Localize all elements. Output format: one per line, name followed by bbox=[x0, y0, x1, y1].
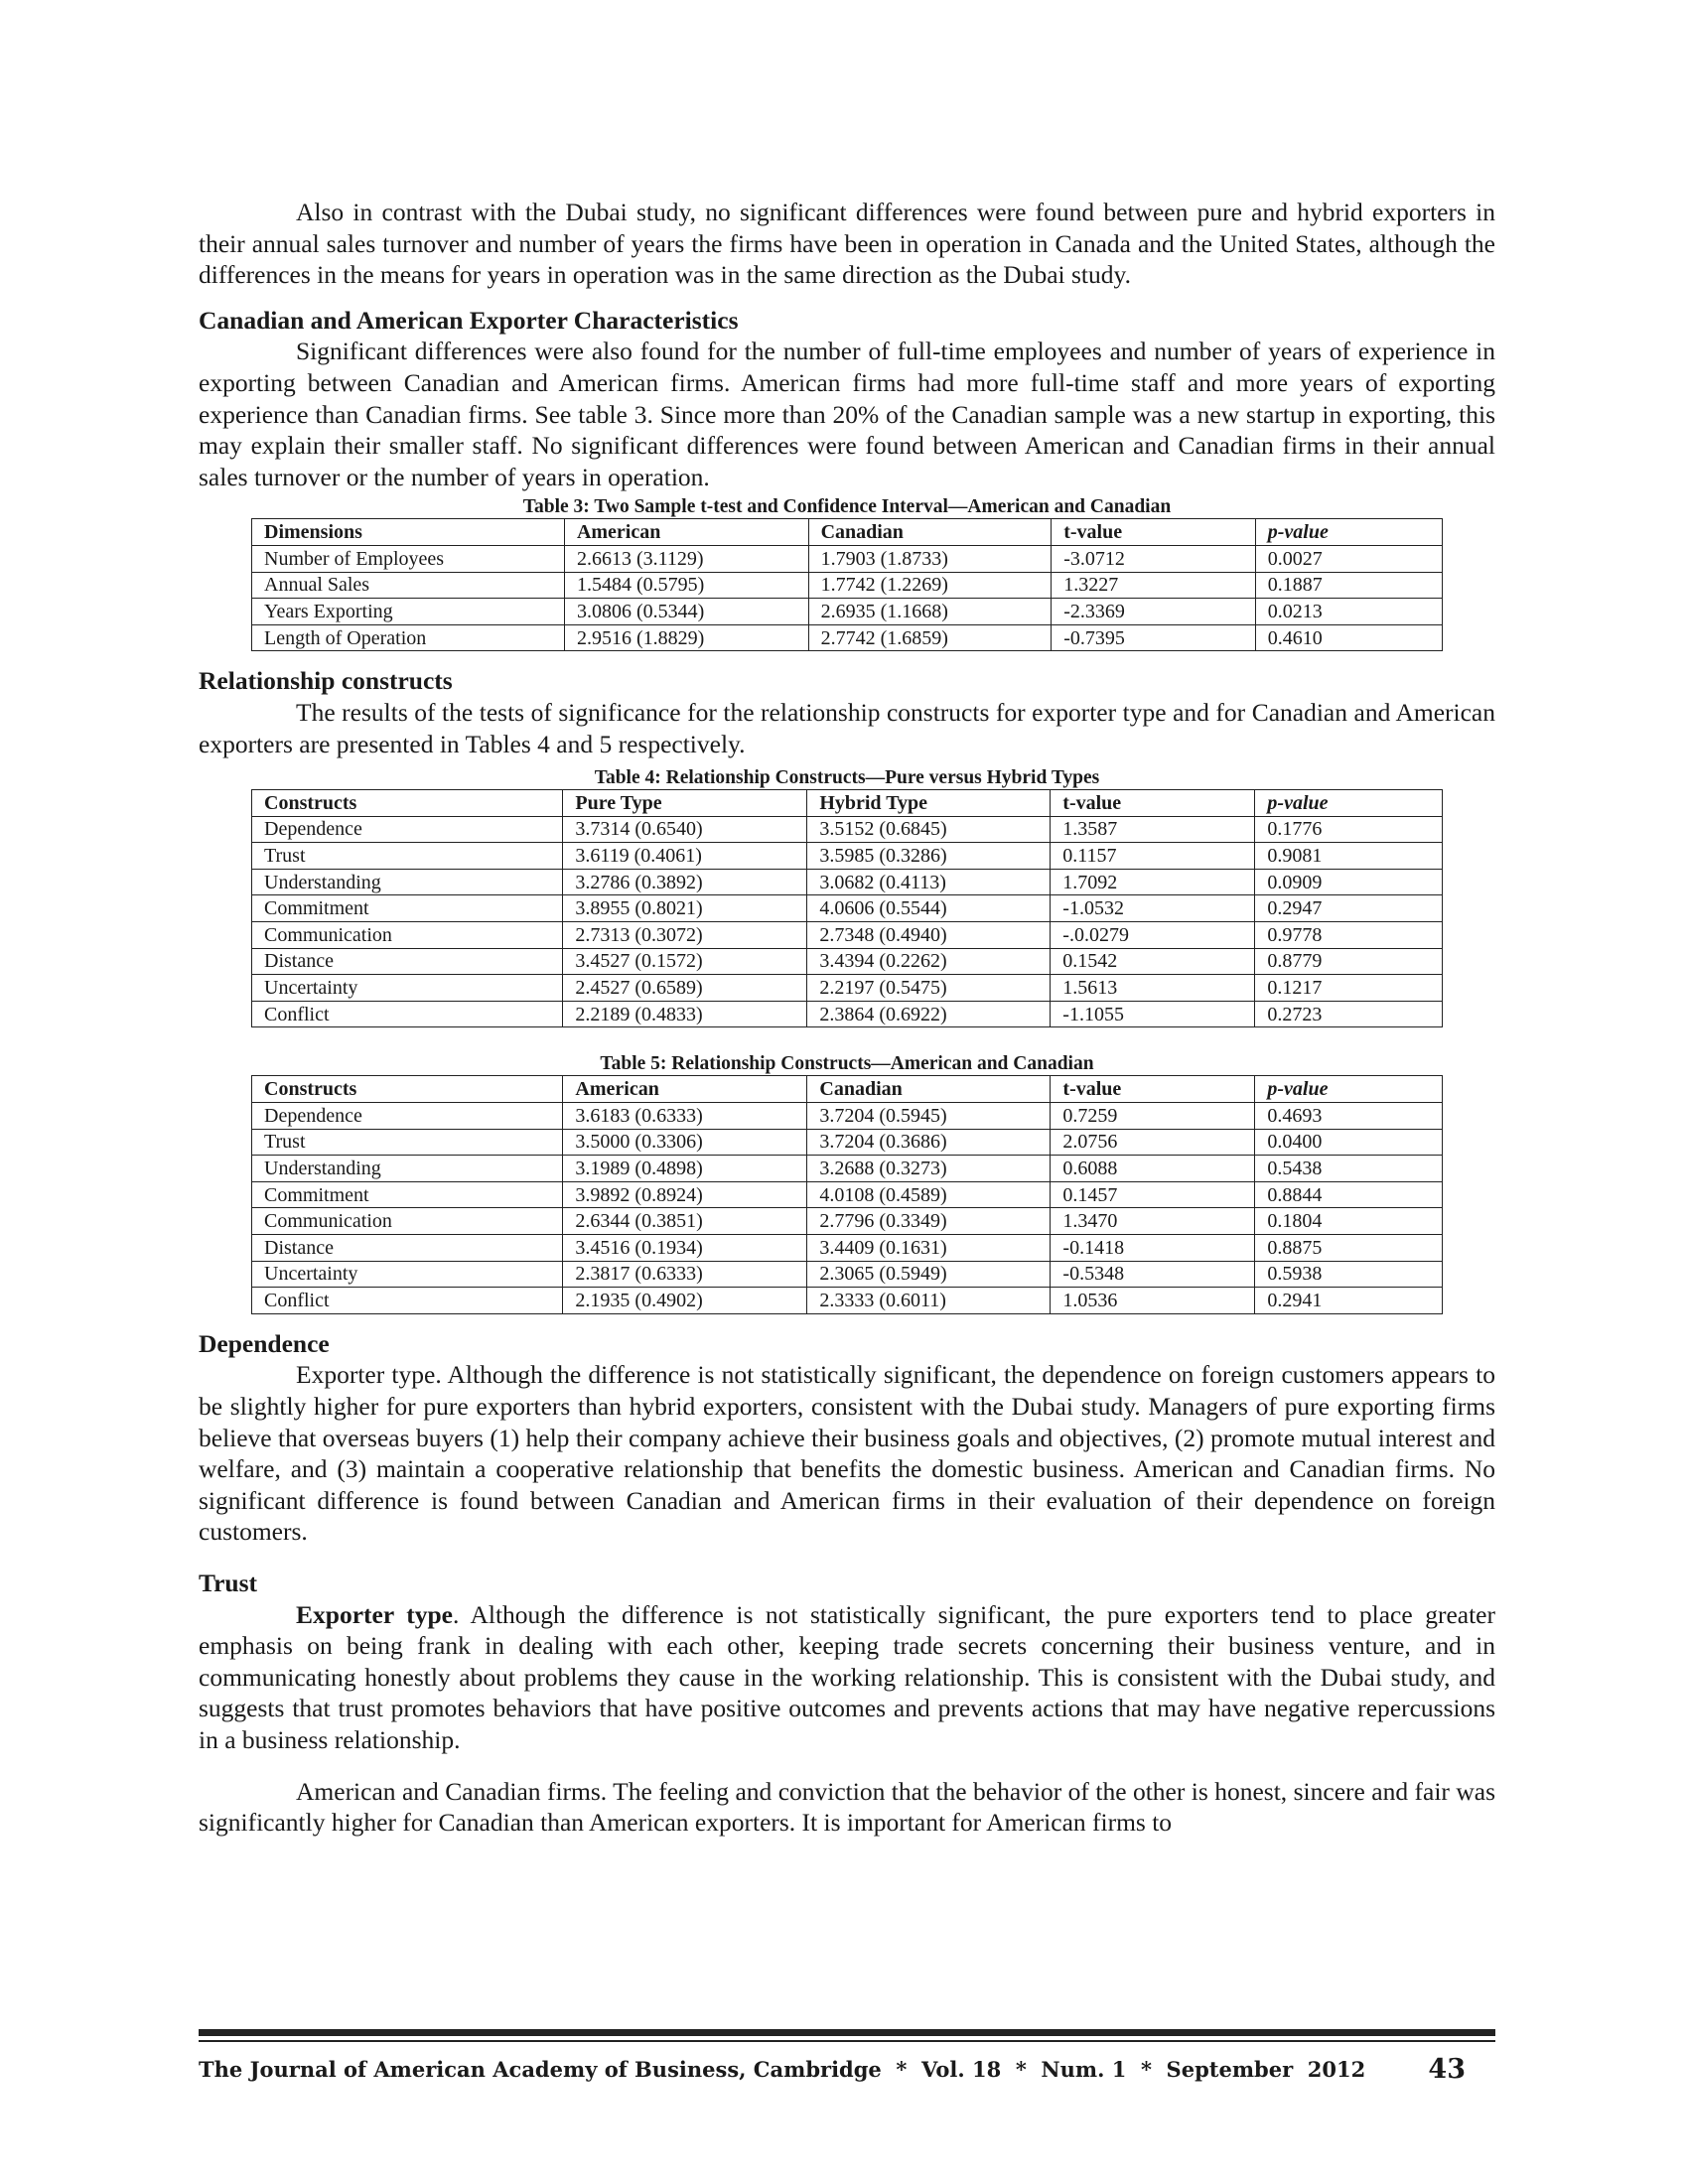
table-row bbox=[252, 1129, 1443, 1156]
table-row bbox=[252, 1181, 1443, 1208]
table-row bbox=[252, 869, 1443, 895]
table-cell: 0.8779 bbox=[1255, 948, 1443, 975]
table-cell: 0.9778 bbox=[1255, 922, 1443, 949]
table-cell: 2.6344 (0.3851) bbox=[563, 1208, 807, 1235]
exporter-characteristics-paragraph: Significant differences were also found for the number of full-time employees and number of years of experience in exporting between Canadian and American firms. American firms had more full-time staff and more years of exporting experience than Canadian firms. See table 3. Since more than 20% of the Canadian sample was a new startup in exporting, this may explain their smaller staff. No significant differences were found between American and Canadian firms in their annual sales turnover or the number of years in operation. bbox=[199, 337, 1495, 491]
table-cell: 0.0400 bbox=[1255, 1129, 1443, 1156]
table-cell: 0.1542 bbox=[1051, 948, 1255, 975]
table-cell: 2.7313 (0.3072) bbox=[563, 922, 807, 949]
table-cell: 3.7204 (0.5945) bbox=[807, 1103, 1051, 1130]
table4 bbox=[251, 789, 1443, 1027]
table4-header-pure-type: Pure Type bbox=[563, 790, 807, 817]
table-cell: Distance bbox=[252, 1235, 563, 1262]
table-row bbox=[252, 975, 1443, 1002]
table-cell: 0.6088 bbox=[1051, 1156, 1255, 1182]
page-body bbox=[199, 197, 1495, 1839]
table-cell: Number of Employees bbox=[252, 545, 565, 572]
table-cell: 4.0606 (0.5544) bbox=[807, 895, 1051, 922]
table-cell: Annual Sales bbox=[252, 572, 565, 599]
table-cell: 3.4409 (0.1631) bbox=[807, 1235, 1051, 1262]
relationship-constructs-heading: Relationship constructs bbox=[199, 666, 453, 696]
table-row bbox=[252, 1103, 1443, 1130]
table-cell: 3.0806 (0.5344) bbox=[564, 599, 808, 625]
table-cell: 2.9516 (1.8829) bbox=[564, 624, 808, 651]
table-cell: -.0.0279 bbox=[1051, 922, 1255, 949]
table-cell: 0.0909 bbox=[1255, 869, 1443, 895]
table5-caption: Table 5: Relationship Constructs—American and Canadian bbox=[600, 1053, 1094, 1075]
table-cell: 2.6613 (3.1129) bbox=[564, 545, 808, 572]
table-cell: Uncertainty bbox=[252, 1261, 563, 1288]
table-row bbox=[252, 572, 1443, 599]
journal-citation: The Journal of American Academy of Business, Cambridge * Vol. 18 * Num. 1 * September 2012 bbox=[199, 2057, 1366, 2082]
table-cell: 3.7204 (0.3686) bbox=[807, 1129, 1051, 1156]
table-row bbox=[252, 599, 1443, 625]
table-cell: Dependence bbox=[252, 816, 563, 843]
trust-lead: Exporter type bbox=[296, 1599, 453, 1629]
table-cell: 3.2688 (0.3273) bbox=[807, 1156, 1051, 1182]
table-cell: 3.4394 (0.2262) bbox=[807, 948, 1051, 975]
table-cell: 3.6119 (0.4061) bbox=[563, 843, 807, 870]
table-cell: -0.1418 bbox=[1051, 1235, 1255, 1262]
table-cell: -1.0532 bbox=[1051, 895, 1255, 922]
table-cell: 1.5484 (0.5795) bbox=[564, 572, 808, 599]
table-cell: 2.6935 (1.1668) bbox=[808, 599, 1052, 625]
table-row bbox=[252, 1288, 1443, 1314]
table-cell: 2.2197 (0.5475) bbox=[807, 975, 1051, 1002]
table-cell: 1.7903 (1.8733) bbox=[808, 545, 1052, 572]
table-cell: 1.3227 bbox=[1052, 572, 1256, 599]
table-cell: 2.1935 (0.4902) bbox=[563, 1288, 807, 1314]
table-cell: 0.4610 bbox=[1255, 624, 1442, 651]
trust-paragraph-2: American and Canadian firms. The feeling and conviction that the behavior of the other is honest, sincere and fair was significantly higher for Canadian than American exporters. It is important for American firms to bbox=[199, 1776, 1495, 1838]
table-row bbox=[252, 816, 1443, 843]
footer-rule-thick bbox=[199, 2029, 1495, 2036]
table3-header-p-value: p-value bbox=[1255, 519, 1442, 546]
table-cell: Uncertainty bbox=[252, 975, 563, 1002]
table5-header-t-value: t-value bbox=[1051, 1076, 1255, 1103]
table-cell: Dependence bbox=[252, 1103, 563, 1130]
table-cell: 3.6183 (0.6333) bbox=[563, 1103, 807, 1130]
table-cell: -0.5348 bbox=[1051, 1261, 1255, 1288]
table-cell: 3.5152 (0.6845) bbox=[807, 816, 1051, 843]
table-cell: 1.3587 bbox=[1051, 816, 1255, 843]
table-cell: Distance bbox=[252, 948, 563, 975]
table-cell: Conflict bbox=[252, 1001, 563, 1027]
table-cell: 0.2941 bbox=[1255, 1288, 1443, 1314]
table-cell: 3.5000 (0.3306) bbox=[563, 1129, 807, 1156]
table-cell: 0.1157 bbox=[1051, 843, 1255, 870]
table-cell: Conflict bbox=[252, 1288, 563, 1314]
table4-header-p-value: p-value bbox=[1255, 790, 1443, 817]
table-cell: 0.5938 bbox=[1255, 1261, 1443, 1288]
table-cell: Trust bbox=[252, 1129, 563, 1156]
table-row bbox=[252, 1261, 1443, 1288]
table5-header-american: American bbox=[563, 1076, 807, 1103]
intro-paragraph: Also in contrast with the Dubai study, no significant differences were found between pure and hybrid exporters in their annual sales turnover and number of years the firms have been in operation in Canada and the United States, although the differences in the means for years in operation was in the same direction as the Dubai study. bbox=[199, 198, 1495, 290]
table-cell: 0.4693 bbox=[1255, 1103, 1443, 1130]
table-cell: 1.7092 bbox=[1051, 869, 1255, 895]
table-cell: Commitment bbox=[252, 1181, 563, 1208]
relationship-constructs-paragraph: The results of the tests of significance for the relationship constructs for exporter type and for Canadian and American exporters are presented in Tables 4 and 5 respectively. bbox=[199, 697, 1495, 758]
table-cell: 2.3864 (0.6922) bbox=[807, 1001, 1051, 1027]
table-cell: 1.5613 bbox=[1051, 975, 1255, 1002]
table-cell: 0.2947 bbox=[1255, 895, 1443, 922]
table-cell: 0.1457 bbox=[1051, 1181, 1255, 1208]
table-row bbox=[252, 922, 1443, 949]
table-cell: 2.3333 (0.6011) bbox=[807, 1288, 1051, 1314]
table-row bbox=[252, 545, 1443, 572]
table4-header-constructs: Constructs bbox=[252, 790, 563, 817]
table3-header-t-value: t-value bbox=[1052, 519, 1256, 546]
table-cell: 0.7259 bbox=[1051, 1103, 1255, 1130]
table4-caption: Table 4: Relationship Constructs—Pure versus Hybrid Types bbox=[594, 767, 1100, 789]
table5 bbox=[251, 1075, 1443, 1313]
table-cell: 3.9892 (0.8924) bbox=[563, 1181, 807, 1208]
table-cell: -2.3369 bbox=[1052, 599, 1256, 625]
table-cell: 0.1804 bbox=[1255, 1208, 1443, 1235]
table-cell: Length of Operation bbox=[252, 624, 565, 651]
page-footer bbox=[199, 2055, 1495, 2085]
table-cell: -0.7395 bbox=[1052, 624, 1256, 651]
page-number: 43 bbox=[1428, 2054, 1466, 2085]
table-cell: 1.0536 bbox=[1051, 1288, 1255, 1314]
table-cell: -1.1055 bbox=[1051, 1001, 1255, 1027]
table-cell: 1.3470 bbox=[1051, 1208, 1255, 1235]
table-cell: 3.4516 (0.1934) bbox=[563, 1235, 807, 1262]
table3-header-canadian: Canadian bbox=[808, 519, 1052, 546]
table-row bbox=[252, 1235, 1443, 1262]
table-cell: 2.2189 (0.4833) bbox=[563, 1001, 807, 1027]
trust-heading: Trust bbox=[199, 1568, 258, 1597]
table-row bbox=[252, 1001, 1443, 1027]
table-cell: 0.0213 bbox=[1255, 599, 1442, 625]
table4-header-hybrid-type: Hybrid Type bbox=[807, 790, 1051, 817]
table-cell: 0.2723 bbox=[1255, 1001, 1443, 1027]
trust-paragraph-text: . Although the difference is not statistically significant, the pure exporters tend to place greater emphasis on being frank in dealing with each other, keeping trade secrets concerning their business venture, and in communicating honestly about problems they cause in the working relationship. This is consistent with the Dubai study, and suggests that trust promotes behaviors that have positive outcomes and prevents actions that may have negative repercussions in a business relationship. bbox=[199, 1599, 1495, 1754]
table5-header-canadian: Canadian bbox=[807, 1076, 1051, 1103]
table-cell: 0.9081 bbox=[1255, 843, 1443, 870]
table-cell: 1.7742 (1.2269) bbox=[808, 572, 1052, 599]
table-cell: -3.0712 bbox=[1052, 545, 1256, 572]
table-cell: 0.1887 bbox=[1255, 572, 1442, 599]
exporter-characteristics-heading: Canadian and American Exporter Characteristics bbox=[199, 305, 739, 335]
table-row bbox=[252, 948, 1443, 975]
table5-header-constructs: Constructs bbox=[252, 1076, 563, 1103]
table-row bbox=[252, 895, 1443, 922]
table-row bbox=[252, 624, 1443, 651]
table-cell: 2.3065 (0.5949) bbox=[807, 1261, 1051, 1288]
table-cell: 2.3817 (0.6333) bbox=[563, 1261, 807, 1288]
trust-paragraph bbox=[199, 1599, 1495, 1756]
table-cell: Communication bbox=[252, 922, 563, 949]
table4-header-t-value: t-value bbox=[1051, 790, 1255, 817]
table-cell: 2.7348 (0.4940) bbox=[807, 922, 1051, 949]
footer-rule-thin bbox=[199, 2040, 1495, 2042]
table-cell: 3.8955 (0.8021) bbox=[563, 895, 807, 922]
table3-header-dimensions: Dimensions bbox=[252, 519, 565, 546]
table-cell: 4.0108 (0.4589) bbox=[807, 1181, 1051, 1208]
table-cell: 0.8844 bbox=[1255, 1181, 1443, 1208]
table-cell: 0.8875 bbox=[1255, 1235, 1443, 1262]
table-cell: 3.4527 (0.1572) bbox=[563, 948, 807, 975]
table-cell: 0.0027 bbox=[1255, 545, 1442, 572]
table-cell: 2.4527 (0.6589) bbox=[563, 975, 807, 1002]
table3 bbox=[251, 518, 1443, 651]
table3-header-row bbox=[252, 519, 1443, 546]
table-cell: Understanding bbox=[252, 869, 563, 895]
table-cell: 2.0756 bbox=[1051, 1129, 1255, 1156]
table-cell: 0.1776 bbox=[1255, 816, 1443, 843]
table-row bbox=[252, 843, 1443, 870]
table-cell: 2.7742 (1.6859) bbox=[808, 624, 1052, 651]
dependence-heading: Dependence bbox=[199, 1328, 330, 1358]
table3-header-american: American bbox=[564, 519, 808, 546]
table-cell: 3.5985 (0.3286) bbox=[807, 843, 1051, 870]
table-cell: Commitment bbox=[252, 895, 563, 922]
table-cell: 0.1217 bbox=[1255, 975, 1443, 1002]
table-cell: Understanding bbox=[252, 1156, 563, 1182]
table-cell: Years Exporting bbox=[252, 599, 565, 625]
table-cell: 3.1989 (0.4898) bbox=[563, 1156, 807, 1182]
table-cell: 3.0682 (0.4113) bbox=[807, 869, 1051, 895]
table-cell: 3.2786 (0.3892) bbox=[563, 869, 807, 895]
table-cell: Communication bbox=[252, 1208, 563, 1235]
table3-caption: Table 3: Two Sample t-test and Confidence Interval—American and Canadian bbox=[522, 496, 1172, 518]
table-cell: 2.7796 (0.3349) bbox=[807, 1208, 1051, 1235]
dependence-paragraph: Exporter type. Although the difference is not statistically significant, the dependence on foreign customers appears to be slightly higher for pure exporters than hybrid exporters, consistent with the Dubai study. Managers of pure exporting firms believe that overseas buyers (1) help their company achieve their business goals and objectives, (2) promote mutual interest and welfare, and (3) maintain a cooperative relationship that benefits the domestic business. American and Canadian firms. No significant difference is found between Canadian and American firms in their evaluation of their dependence on foreign customers. bbox=[199, 1360, 1495, 1547]
table-row bbox=[252, 1156, 1443, 1182]
table-row bbox=[252, 1208, 1443, 1235]
table4-header-row bbox=[252, 790, 1443, 817]
table5-header-p-value: p-value bbox=[1255, 1076, 1443, 1103]
table-cell: Trust bbox=[252, 843, 563, 870]
table-cell: 3.7314 (0.6540) bbox=[563, 816, 807, 843]
table-cell: 0.5438 bbox=[1255, 1156, 1443, 1182]
table5-header-row bbox=[252, 1076, 1443, 1103]
